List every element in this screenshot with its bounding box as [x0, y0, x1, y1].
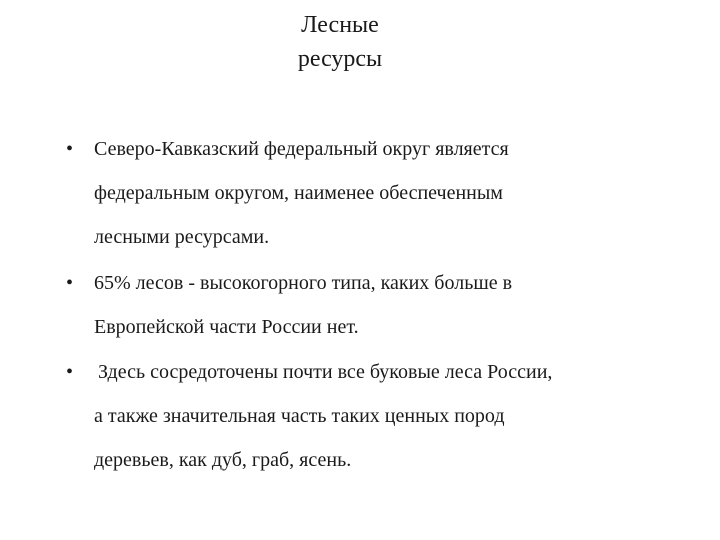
bullet-line: Здесь сосредоточены почти все буковые леса России,	[98, 361, 553, 383]
bullet-line: Северо-Кавказский федеральный округ является	[94, 138, 509, 160]
bullet-line: лесными ресурсами.	[94, 226, 270, 248]
slide-title-line-2: ресурсы	[297, 46, 383, 72]
bullet-item-3	[66, 350, 686, 482]
bullet-item-1	[66, 127, 686, 259]
bullet-text	[94, 261, 686, 349]
bullet-text	[94, 127, 686, 259]
bullet-item-2	[66, 261, 686, 349]
bullet-line: Европейской части России нет.	[94, 316, 359, 338]
slide-title	[270, 8, 410, 76]
bullet-line: а также значительная часть таких ценных пород	[94, 405, 505, 427]
bullet-line: 65% лесов - высокогорного типа, каких больше в	[94, 272, 513, 294]
bullet-line: деревьев, как дуб, граб, ясень.	[94, 449, 352, 471]
bullet-line: федеральным округом, наименее обеспеченным	[94, 182, 503, 204]
bullet-list	[66, 127, 686, 482]
bullet-marker: •	[66, 138, 74, 160]
slide-title-line-1: Лесные	[301, 12, 379, 38]
bullet-marker: •	[66, 272, 74, 294]
bullet-text	[94, 350, 686, 482]
bullet-marker: •	[66, 361, 74, 383]
